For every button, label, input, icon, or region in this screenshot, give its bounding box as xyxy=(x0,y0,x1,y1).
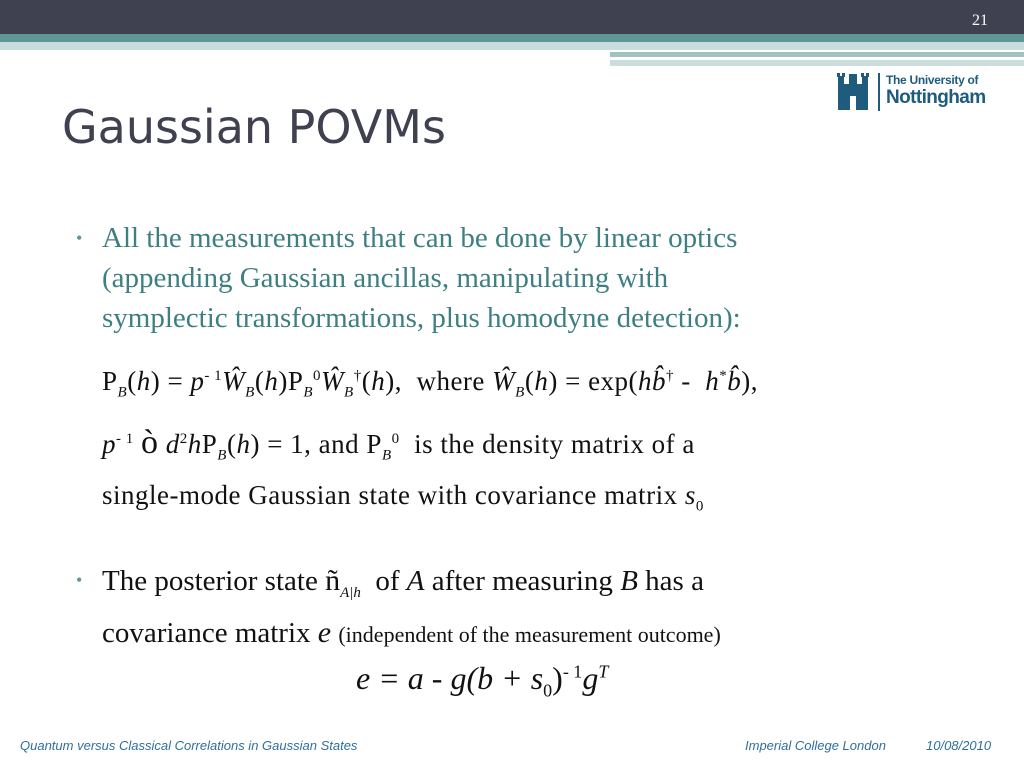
var-b: B xyxy=(620,565,638,597)
top-header-bar xyxy=(0,0,1024,34)
footer-title: Quantum versus Classical Correlations in Gaussian States xyxy=(20,738,358,753)
logo-text-line1: The University of xyxy=(886,73,979,87)
slide-title: Gaussian POVMs xyxy=(62,100,446,154)
logo-text-line2: Nottingham xyxy=(886,87,986,108)
footer-institution: Imperial College London xyxy=(745,738,886,753)
density-text: is the density matrix of a xyxy=(414,429,695,459)
eq-sup: - 1 xyxy=(562,661,583,682)
povm-formula-line3: single-mode Gaussian state with covariance matrix $s_0$ xyxy=(102,480,704,515)
where-word: where xyxy=(416,366,485,396)
bullet2-line1: The posterior state $ñ_{A|h}$ of A after measuring B has a xyxy=(102,564,704,601)
povm-formula-line2: $p^{- 1}$ ò $d^2hP_B(h) = 1$, and $P_B^0$ is the density matrix of a xyxy=(102,424,695,464)
bullet1-line1: All the measurements that can be done by linear optics xyxy=(102,222,738,254)
eq-sub: 0 xyxy=(543,680,553,701)
bullet1-text xyxy=(102,218,962,338)
comma-2: , xyxy=(750,366,759,396)
var-a: A xyxy=(406,565,425,597)
povm-formula-line1: $P_B(h)$ = $p^{- 1}Ŵ_B(h)P_B^0Ŵ_B^\dagger(h)$, where $Ŵ_B(h)$ = exp(hb̂† - h*b̂), xyxy=(102,366,759,401)
university-logo xyxy=(826,67,996,119)
logo-divider xyxy=(878,73,880,111)
bullet2-text xyxy=(102,561,962,655)
bullet-dot-icon: • xyxy=(76,228,83,248)
bullet2-note: (independent of the measurement outcome) xyxy=(338,621,721,647)
castle-crest-icon xyxy=(836,72,870,114)
bullet2-line2-text: covariance matrix xyxy=(102,616,311,649)
bullet1-line2: (appending Gaussian ancillas, manipulating with xyxy=(102,262,669,294)
eq-lhs: e xyxy=(356,660,371,696)
posterior-covariance-equation xyxy=(356,660,608,701)
header-stripe-2 xyxy=(0,42,1024,50)
bullet2-part-d: has a xyxy=(645,565,704,597)
and-word: and xyxy=(318,429,360,459)
eq-body: = a - g(b + s xyxy=(378,660,544,696)
bullet2-part-b: of xyxy=(375,565,400,597)
bullet2-part-c: after measuring xyxy=(431,565,613,597)
header-stripe-4 xyxy=(610,60,1024,66)
bullet2-part-a: The posterior state xyxy=(102,565,318,597)
comma-1: , xyxy=(394,366,402,396)
footer-date: 10/08/2010 xyxy=(926,738,992,753)
bullet2-line2: covariance matrix e (independent of the measurement outcome) xyxy=(102,615,721,649)
exp-word: exp xyxy=(588,366,629,396)
eq-g: g xyxy=(582,660,599,696)
eq-t: T xyxy=(598,661,609,682)
header-stripe-1 xyxy=(0,34,1024,42)
pi-b-symbol: P xyxy=(102,366,118,396)
bullet-dot-icon: • xyxy=(76,570,83,590)
covariance-text: single-mode Gaussian state with covariance matrix xyxy=(102,480,678,510)
slide-number: 21 xyxy=(972,12,988,29)
bullet1-line3: symplectic transformations, plus homodyne detection): xyxy=(102,302,741,334)
header-stripe-3 xyxy=(610,52,1024,57)
eq-close: ) xyxy=(552,660,563,696)
